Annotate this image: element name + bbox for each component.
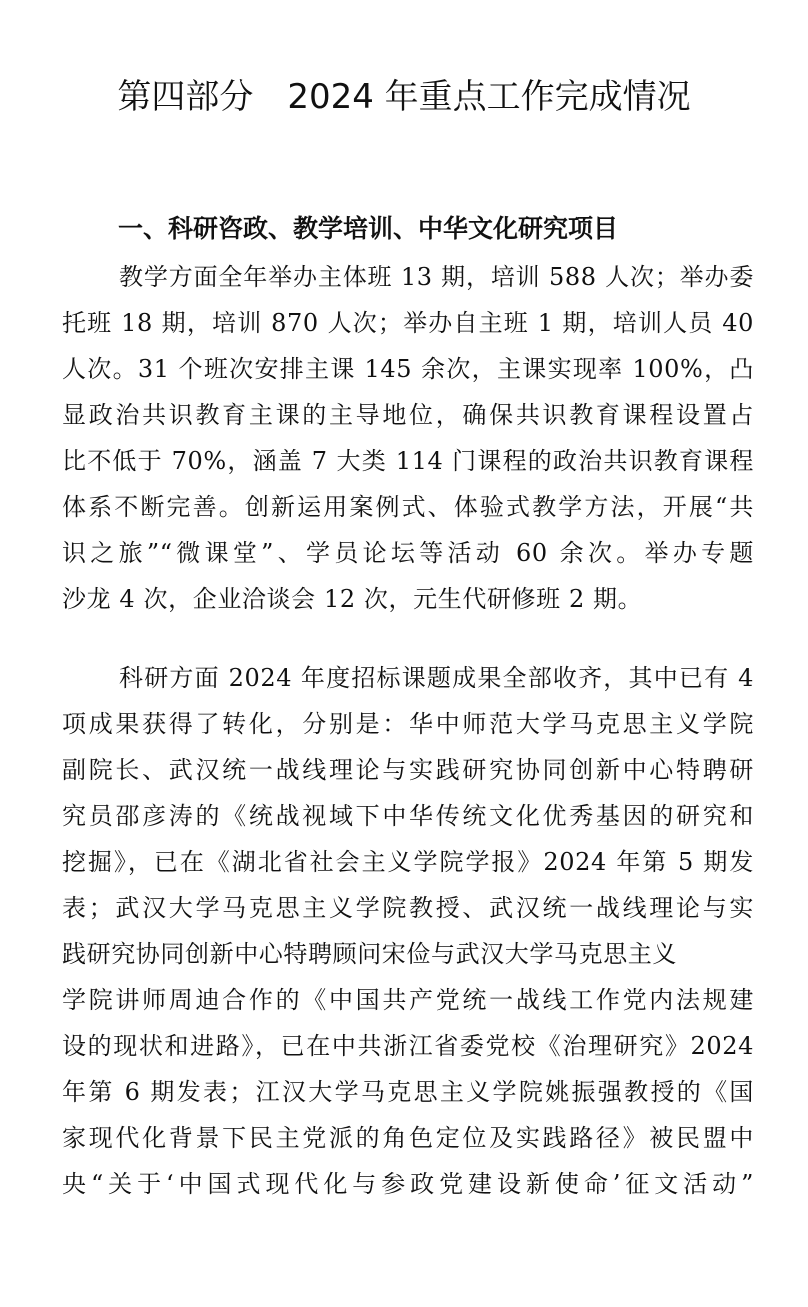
paragraph-line: 体系不断完善。创新运用案例式、体验式教学方法，开展“共 (62, 493, 754, 521)
paragraph-line: 比不低于 70%，涵盖 7 大类 114 门课程的政治共识教育课程 (62, 447, 754, 475)
paragraph-line: 究员邵彦涛的《统战视域下中华传统文化优秀基因的研究和 (62, 802, 754, 830)
paragraph-line: 家现代化背景下民主党派的角色定位及实践路径》被民盟中 (62, 1124, 754, 1152)
paragraph-line: 托班 18 期，培训 870 人次；举办自主班 1 期，培训人员 40 (62, 309, 754, 337)
paragraph-line: 项成果获得了转化，分别是：华中师范大学马克思主义学院 (62, 710, 754, 738)
paragraph-line: 识之旅”“微课堂”、学员论坛等活动 60 余次。举办专题 (62, 539, 754, 567)
paragraph-line: 显政治共识教育主课的主导地位，确保共识教育课程设置占 (62, 401, 754, 429)
paragraph-line: 教学方面全年举办主体班 13 期，培训 588 人次；举办委 (119, 263, 754, 291)
paragraph-line: 央“关于‘中国式现代化与参政党建设新使命’征文活动” (62, 1170, 754, 1198)
paragraph-line: 沙龙 4 次，企业洽谈会 12 次，元生代研修班 2 期。 (62, 585, 643, 613)
paragraph-line: 副院长、武汉统一战线理论与实践研究协同创新中心特聘研 (62, 756, 754, 784)
paragraph-line: 人次。31 个班次安排主课 145 余次，主课实现率 100%，凸 (62, 355, 754, 383)
paragraph-line: 科研方面 2024 年度招标课题成果全部收齐，其中已有 4 (119, 664, 754, 692)
paragraph-line: 年第 6 期发表；江汉大学马克思主义学院姚振强教授的《国 (62, 1078, 754, 1106)
paragraph-teaching (62, 254, 754, 622)
section-heading: 一、科研咨政、教学培训、中华文化研究项目 (118, 214, 619, 243)
paragraph-line: 设的现状和进路》，已在中共浙江省委党校《治理研究》2024 (62, 1032, 754, 1060)
paragraph-line: 学院讲师周迪合作的《中国共产党统一战线工作党内法规建 (62, 986, 754, 1014)
paragraph-line: 挖掘》，已在《湖北省社会主义学院学报》2024 年第 5 期发 (62, 848, 754, 876)
paragraph-line: 践研究协同创新中心特聘顾问宋俭与武汉大学马克思主义 (62, 940, 677, 968)
paragraph-research (62, 655, 754, 1207)
paragraph-line: 表；武汉大学马克思主义学院教授、武汉统一战线理论与实 (62, 894, 754, 922)
page-title: 第四部分 2024 年重点工作完成情况 (117, 77, 691, 117)
